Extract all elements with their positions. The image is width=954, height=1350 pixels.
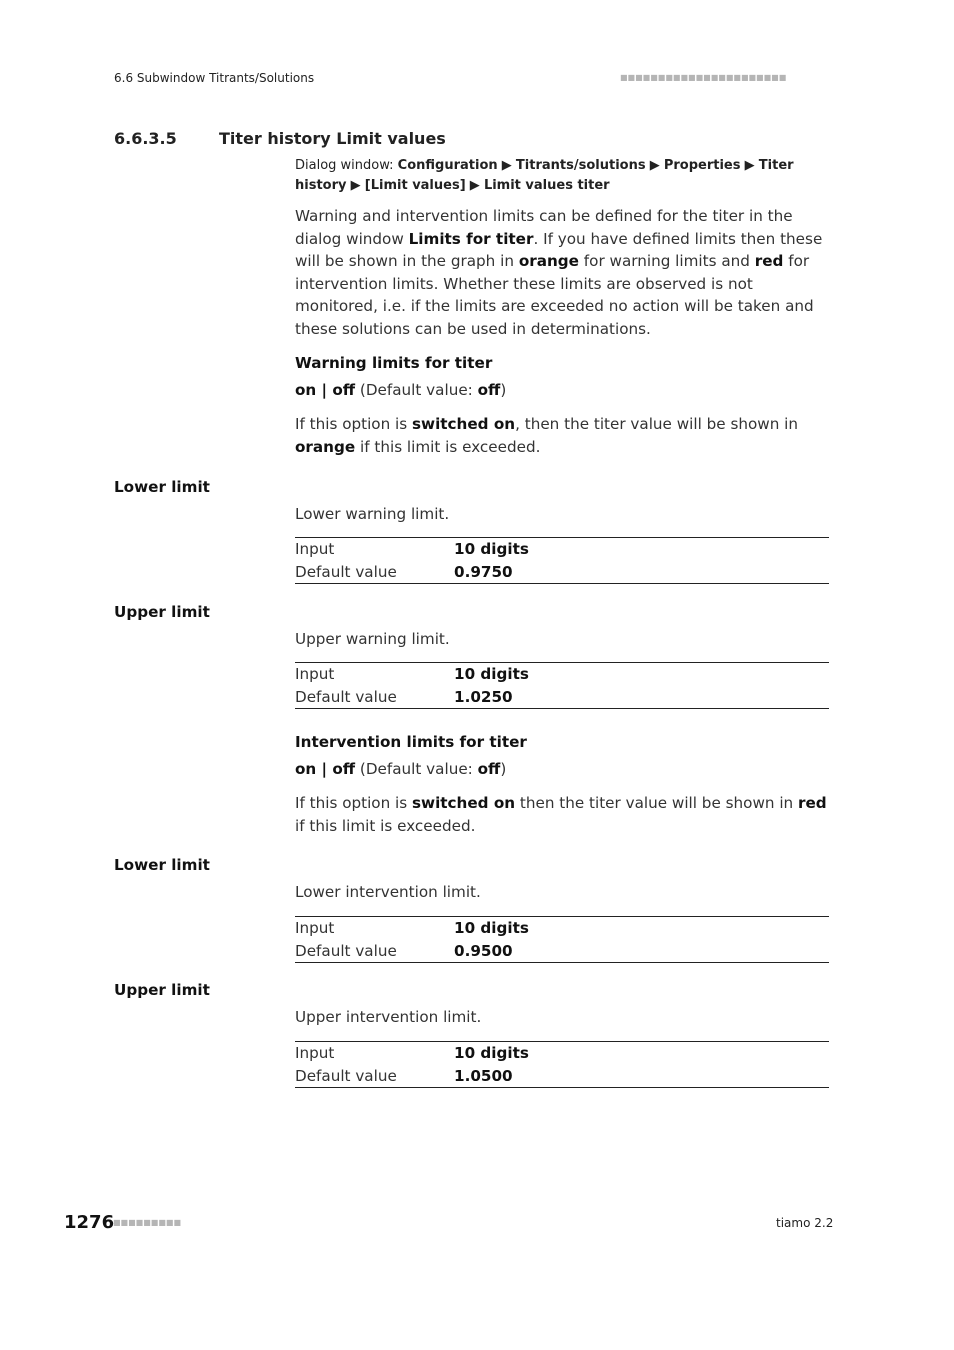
path-titer-history: Titer history: [295, 158, 794, 193]
dialog-path-prefix: Dialog window:: [295, 158, 398, 173]
table-value: 0.9750: [454, 562, 513, 581]
table-value: 0.9500: [454, 941, 513, 960]
dialog-path: [295, 156, 795, 196]
table-key: Input: [295, 665, 335, 683]
intervention-heading: Intervention limits for titer: [295, 733, 527, 751]
warning-upper-desc: Upper warning limit.: [295, 630, 450, 648]
intervention-lower-table: [295, 916, 829, 963]
table-row: [295, 686, 829, 709]
table-row: [295, 1065, 829, 1088]
triangle-icon: ▶: [350, 178, 361, 193]
intro-text: for warning limits and: [578, 252, 755, 270]
table-key: Default value: [295, 687, 397, 706]
table-value: 1.0500: [454, 1066, 513, 1085]
table-key: Input: [295, 540, 335, 558]
intro-text: Warning and intervention limits can be defined for the titer in the dialog window: [295, 207, 793, 248]
text: if this limit is exceeded.: [355, 437, 541, 456]
path-titrants: Titrants/solutions: [515, 158, 646, 173]
intervention-paragraph: [295, 792, 829, 837]
intro-bold: red: [754, 252, 784, 270]
path-limit-values-titer: Limit values titer: [483, 178, 610, 193]
table-key: Input: [295, 919, 335, 937]
triangle-icon: ▶: [649, 158, 660, 173]
table-row: [295, 663, 829, 686]
warning-lower-table: [295, 537, 829, 584]
text: if this limit is exceeded.: [295, 816, 476, 835]
intervention-upper-table: [295, 1041, 829, 1088]
intro-bold: Limits for titer: [408, 229, 534, 248]
table-row: [295, 538, 829, 561]
option-values: on | off: [295, 381, 356, 399]
table-value: 10 digits: [454, 1044, 529, 1062]
intervention-lower-label: Lower limit: [114, 856, 210, 874]
warning-heading: Warning limits for titer: [295, 354, 493, 372]
page-number: 1276: [64, 1212, 115, 1233]
footer-dots: ■■■■■■■■■: [113, 1218, 182, 1227]
triangle-icon: ▶: [469, 178, 480, 193]
triangle-icon: ▶: [501, 158, 512, 173]
table-key: Default value: [295, 562, 397, 581]
table-row: [295, 917, 829, 940]
option-text: (Default value:: [355, 381, 478, 399]
warning-upper-table: [295, 662, 829, 709]
path-limit-values-tab: [Limit values]: [364, 178, 466, 193]
warning-lower-desc: Lower warning limit.: [295, 505, 450, 523]
table-row: [295, 561, 829, 584]
option-text: ): [500, 760, 507, 778]
option-default: off: [477, 381, 501, 399]
option-text: (Default value:: [355, 760, 478, 778]
warning-upper-label: Upper limit: [114, 603, 210, 621]
table-value: 10 digits: [454, 540, 529, 558]
table-key: Default value: [295, 1066, 397, 1085]
intro-text: . If you have defined limits then these will be shown in the graph in: [295, 229, 823, 270]
triangle-icon: ▶: [744, 158, 755, 173]
bold-text: orange: [295, 437, 356, 456]
intervention-upper-label: Upper limit: [114, 981, 210, 999]
table-row: [295, 1042, 829, 1065]
intervention-option: [295, 760, 506, 778]
text: then the titer value will be shown in: [515, 794, 798, 812]
bold-text: switched on: [412, 794, 516, 812]
text: If this option is: [295, 794, 413, 812]
path-properties: Properties: [663, 158, 741, 173]
section-number: 6.6.3.5: [114, 129, 177, 148]
option-text: ): [500, 381, 507, 399]
intro-text: for intervention limits. Whether these limits are observed is not monitored, i.e. if the limits are exceeded no action will be taken and these solutions can be used in determinations.: [295, 252, 814, 338]
option-default: off: [477, 760, 501, 778]
running-header-dots: ■■■■■■■■■■■■■■■■■■■■■■: [620, 73, 787, 82]
table-value: 1.0250: [454, 687, 513, 706]
table-key: Default value: [295, 941, 397, 960]
text: If this option is: [295, 415, 413, 433]
intro-paragraph: [295, 205, 829, 340]
product-name: tiamo 2.2: [776, 1216, 834, 1230]
bold-text: red: [798, 794, 827, 812]
option-values: on | off: [295, 760, 356, 778]
table-key: Input: [295, 1044, 335, 1062]
text: , then the titer value will be shown in: [515, 415, 798, 433]
table-value: 10 digits: [454, 919, 529, 937]
table-row: [295, 940, 829, 963]
intervention-lower-desc: Lower intervention limit.: [295, 883, 481, 901]
warning-lower-label: Lower limit: [114, 478, 210, 496]
path-configuration: Configuration: [397, 158, 498, 173]
bold-text: switched on: [412, 415, 516, 433]
table-value: 10 digits: [454, 665, 529, 683]
warning-option: [295, 381, 506, 399]
intro-bold: orange: [518, 252, 579, 270]
running-header-section: 6.6 Subwindow Titrants/Solutions: [114, 71, 315, 85]
section-title: Titer history Limit values: [219, 129, 446, 148]
intervention-upper-desc: Upper intervention limit.: [295, 1008, 482, 1026]
warning-paragraph: [295, 413, 829, 458]
